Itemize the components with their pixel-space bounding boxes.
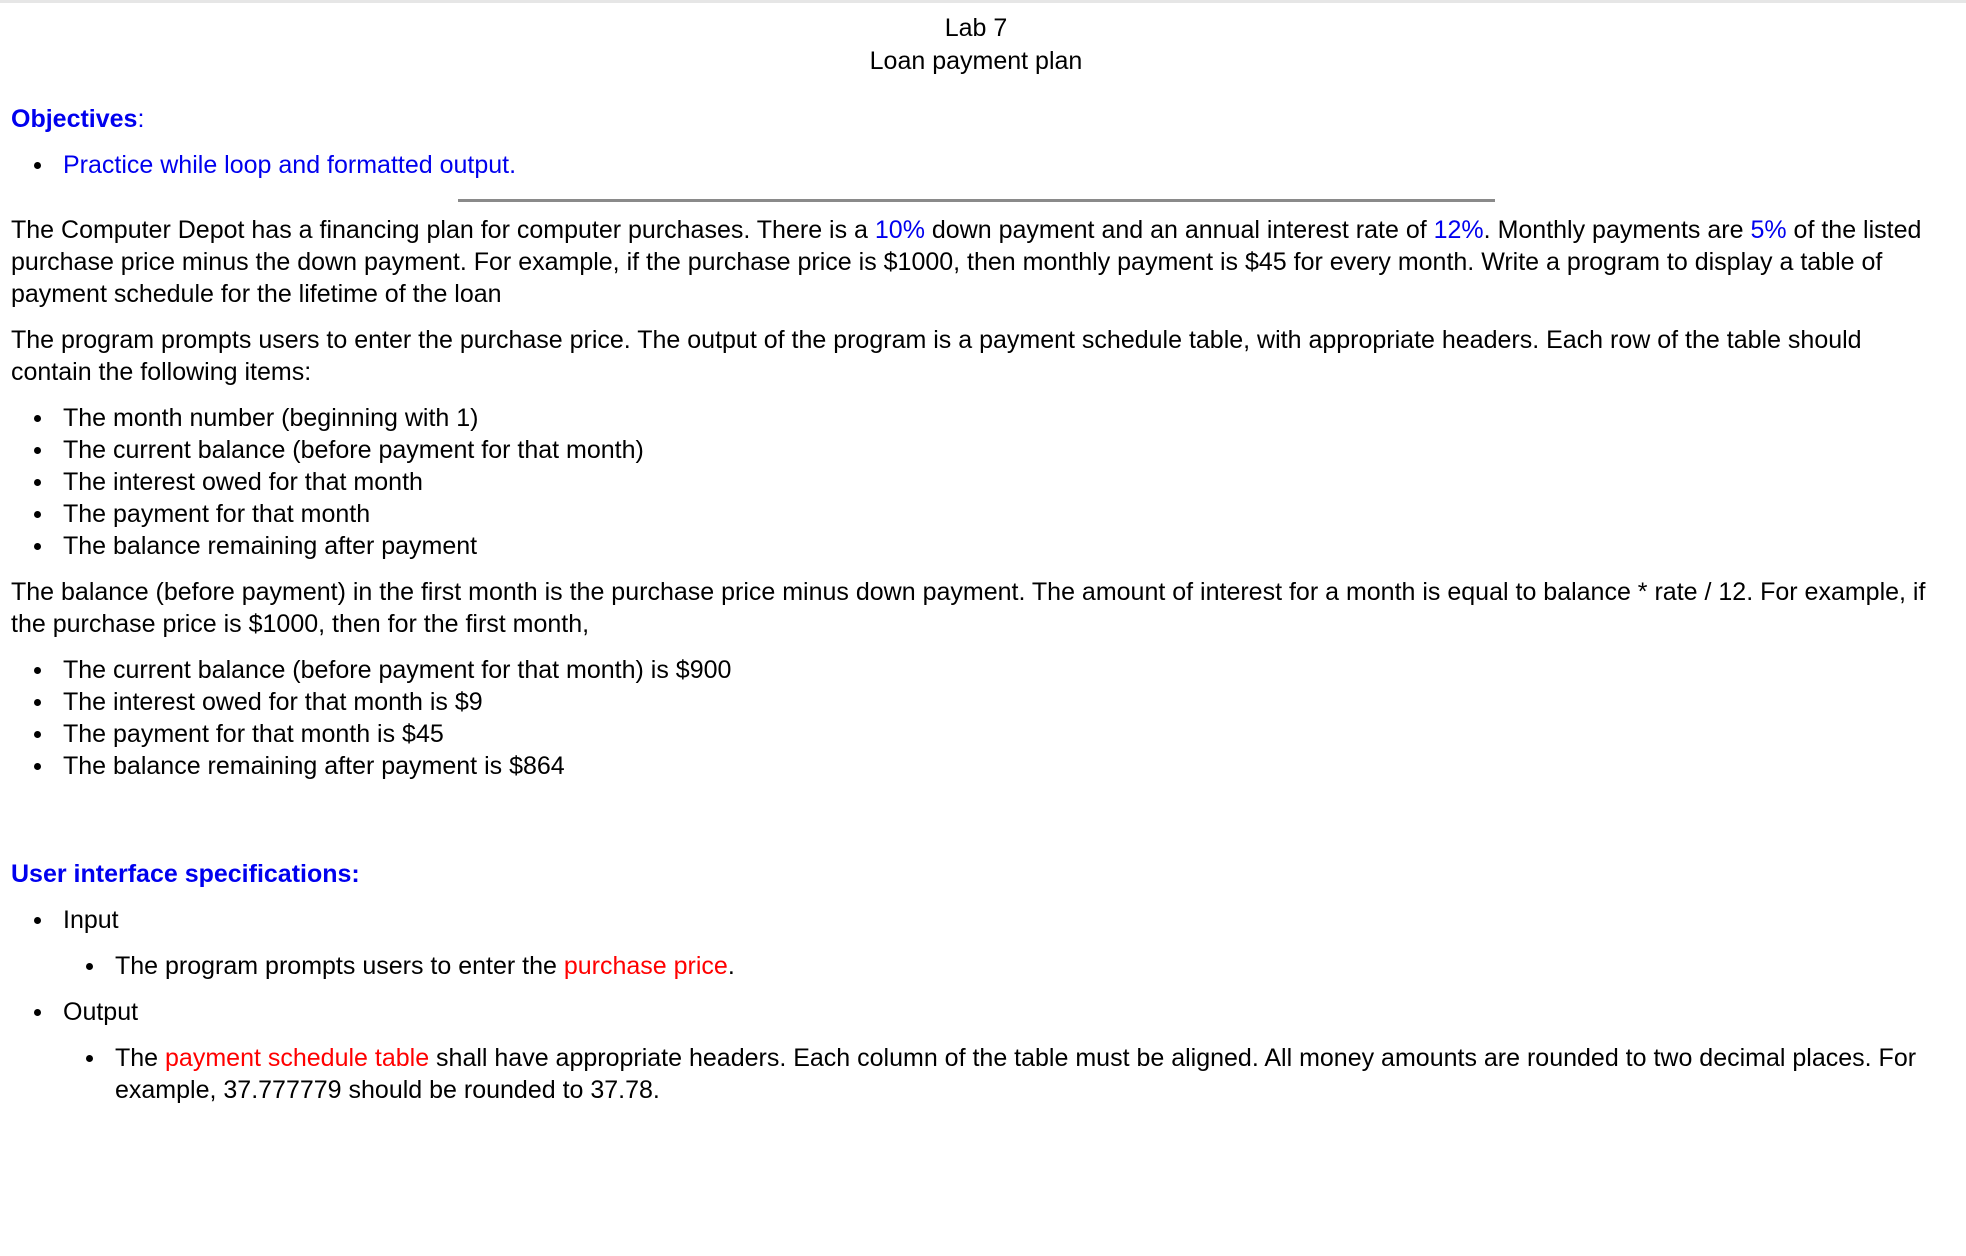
monthly-payment-rate: 5% (1750, 216, 1787, 244)
output-label: Output (63, 998, 139, 1026)
input-label: Input (63, 906, 119, 934)
title-block (11, 12, 1941, 78)
intro-text-c: . Monthly payments are (1483, 216, 1751, 244)
list-item: The interest owed for that month (63, 466, 1941, 498)
intro-paragraph (11, 214, 1941, 310)
objectives-heading-text: Objectives (11, 105, 138, 133)
input-detail-list (63, 950, 1941, 982)
balance-paragraph: The balance (before payment) in the first month is the purchase price minus down payment. The amount of interest for a month is equal to balance * rate / 12. For example, if the purchase price is $1000, then for the first month, (11, 578, 1926, 638)
list-item: The current balance (before payment for that month) is $900 (63, 654, 1941, 686)
input-detail-item (115, 950, 1941, 982)
list-item: The month number (beginning with 1) (63, 402, 1941, 434)
output-detail-text-b: shall have appropriate headers. Each column of the table must be aligned. All money amounts are rounded to two decimal places. For example, 37.777779 should be rounded to 37.78. (115, 1044, 1917, 1104)
output-detail-list (63, 1042, 1941, 1106)
input-detail-text-a: The program prompts users to enter the (115, 952, 564, 980)
output-detail-item (115, 1042, 1941, 1106)
list-item: The balance remaining after payment is $864 (63, 750, 1941, 782)
objective-item: Practice while loop and formatted output. (63, 149, 1941, 181)
lab-number: Lab 7 (944, 14, 1008, 42)
top-border (0, 0, 1966, 3)
ui-spec-heading: User interface specifications: (11, 860, 360, 888)
page-title: Loan payment plan (869, 47, 1083, 75)
list-item: The payment for that month (63, 498, 1941, 530)
list-item: The balance remaining after payment (63, 530, 1941, 562)
annual-interest-rate: 12% (1433, 216, 1484, 244)
list-item: The payment for that month is $45 (63, 718, 1941, 750)
list-item: The interest owed for that month is $9 (63, 686, 1941, 718)
input-spec-item (63, 904, 1941, 996)
example-items-list (11, 654, 1941, 782)
ui-spec-list (11, 904, 1941, 1106)
purchase-price-highlight: purchase price (563, 952, 728, 980)
document-page (11, 12, 1941, 1106)
program-paragraph: The program prompts users to enter the purchase price. The output of the program is a payment schedule table, with appropriate headers. Each row of the table should contain the following items: (11, 326, 1862, 386)
intro-text-b: down payment and an annual interest rate of (924, 216, 1434, 244)
list-item: The current balance (before payment for that month) (63, 434, 1941, 466)
payment-schedule-highlight: payment schedule table (165, 1044, 430, 1072)
intro-text-a: The Computer Depot has a financing plan for computer purchases. There is a (11, 216, 875, 244)
row-items-list (11, 402, 1941, 562)
objectives-heading-colon: : (137, 105, 145, 133)
intro-text-d: of the listed purchase price minus the down payment. For example, if the purchase price is $1000, then monthly payment is $45 for every month. Write a program to display a table of payment schedule for the lifetime of the loan (11, 216, 1922, 308)
down-payment-rate: 10% (874, 216, 925, 244)
output-detail-text-a: The (115, 1044, 166, 1072)
output-spec-item (63, 996, 1941, 1106)
objectives-heading (11, 103, 1941, 135)
input-detail-text-b: . (727, 952, 735, 980)
objectives-list (11, 149, 1941, 181)
